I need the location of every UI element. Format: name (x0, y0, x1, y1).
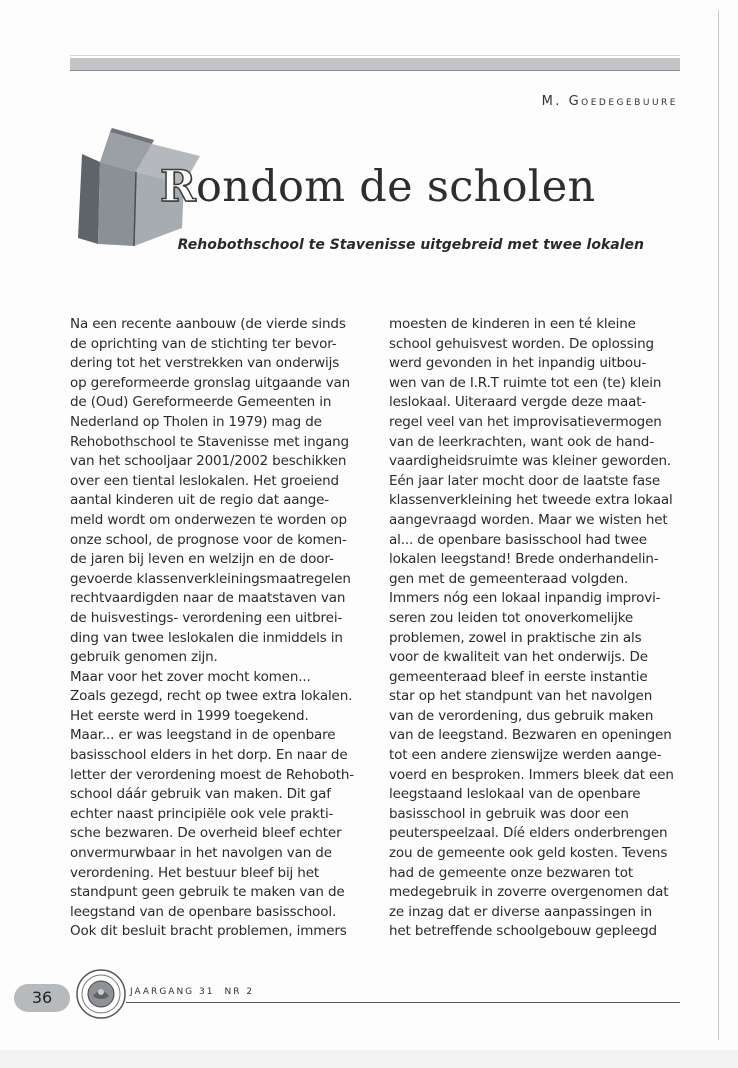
body-text-line: meld wordt om onderwezen te worden op (70, 511, 347, 528)
body-text-line: moesten de kinderen in een té kleine (389, 316, 636, 332)
body-text-line: Immers nóg een lokaal inpandig improvi- (389, 590, 661, 607)
page-number: 36 (31, 988, 53, 1007)
body-text-line: Maar... er was leegstand in de openbare (70, 727, 336, 744)
footer-rule (126, 1002, 680, 1003)
body-text-line: de huisvestings- verordening een uitbrei- (70, 609, 343, 626)
body-text-line: over een tiental leslokalen. Het groeiend (70, 472, 339, 489)
body-text-line: klassenverkleining het tweede extra lokaal (389, 492, 673, 509)
body-text-line: de oprichting van de stichting ter bevor- (70, 335, 337, 352)
body-text-line: Ook dit besluit bracht problemen, immers (70, 923, 347, 940)
body-text-line: standpunt geen gebruik te maken van de (70, 884, 345, 901)
body-text-line: letter der verordening moest de Rehoboth- (70, 766, 355, 783)
body-text-line: zou de gemeente ook geld kosten. Tevens (389, 845, 668, 862)
body-text-line: regel veel van het improvisatievermogen (389, 413, 662, 430)
body-text-line: van de leerkrachten, want ook de hand- (389, 433, 654, 450)
body-text-line: problemen, zowel in praktische zin als (389, 629, 642, 646)
body-text-line: aantal kinderen uit de regio dat aange- (70, 492, 330, 509)
body-text-line: Na een recente aanbouw (de vierde sinds (70, 316, 346, 332)
body-text-line: basisschool elders in het dorp. En naar de (70, 747, 348, 764)
body-text-line: al... de openbare basisschool had twee (389, 531, 647, 548)
body-text-line: gemeenteraad bleef in eerste instantie (389, 668, 648, 685)
body-text-line: onze school, de prognose voor de komen- (70, 531, 347, 548)
body-text-line: verordening. Het bestuur bleef bij het (70, 864, 320, 881)
body-text-line: leslokaal. Uiteraard vergde deze maat- (389, 394, 647, 411)
body-text-line: voor de kwaliteit van het onderwijs. De (389, 649, 648, 666)
body-text-line: het betreffende schoolgebouw gepleegd (389, 923, 657, 940)
text-column-right (389, 315, 689, 942)
body-text-line: tot een andere zienswijze werden aange- (389, 747, 662, 764)
body-text-line: star op het standpunt van het navolgen (389, 688, 653, 705)
article-title (160, 162, 596, 212)
body-text-line: school gehuisvest worden. De oplossing (389, 335, 654, 352)
header-band (70, 58, 680, 70)
body-text-line: Rehobothschool te Stavenisse met ingang (70, 433, 349, 450)
body-text-line: aangevraagd worden. Maar we wisten het (389, 511, 668, 528)
author-name (542, 94, 678, 109)
body-text-line: de jaren bij leven en welzijn en de door- (70, 551, 334, 568)
body-text-line: vaardigheidsruimte was kleiner geworden. (389, 453, 672, 470)
body-text-line: van de leegstand. Bezwaren en openingen (389, 727, 672, 744)
footer-issue: NR 2 (224, 987, 255, 997)
body-text-line: gevoerde klassenverkleiningsmaatregelen (70, 570, 351, 587)
body-text-line: school dáár gebruik van maken. Dit gaf (70, 786, 331, 803)
body-text-line: gebruik genomen zijn. (70, 649, 218, 666)
body-text-line: sche bezwaren. De overheid bleef echter (70, 825, 342, 842)
body-text-line: voerd en besproken. Immers bleek dat een (389, 766, 674, 783)
body-text-line: wen van de I.R.T ruimte tot een (te) klein (389, 374, 662, 391)
body-text-line: op gereformeerde gronslag uitgaande van (70, 374, 351, 391)
body-text-line: leegstand van de openbare basisschool. (70, 903, 337, 920)
body-text-line: van de verordening, dus gebruik maken (389, 707, 654, 724)
body-text-line: Maar voor het zover mocht komen... (70, 668, 311, 685)
body-text-line: seren zou leiden tot onoverkomelijke (389, 609, 634, 626)
body-text-line: peuterspeelzaal. Díé elders onderbrengen (389, 825, 668, 842)
article-subtitle: Rehobothschool te Stavenisse uitgebreid met twee lokalen (177, 237, 644, 253)
footer-issue-info (130, 987, 264, 997)
text-column-left (70, 315, 370, 942)
body-text-line: ding van twee leslokalen die inmiddels in (70, 629, 343, 646)
body-text-line: Eén jaar later mocht door de laatste fase (389, 472, 661, 489)
body-text-line: dering tot het verstrekken van onderwijs (70, 355, 340, 372)
scan-bottom-strip (0, 1050, 738, 1068)
footer-volume: JAARGANG 31 (130, 987, 215, 997)
title-initial: R (160, 162, 197, 212)
title-rest: ondom de scholen (196, 162, 596, 212)
body-text-line: gen met de gemeenteraad volgden. (389, 570, 629, 587)
body-text-line: Het eerste werd in 1999 toegekend. (70, 707, 309, 724)
page-edge-rule (718, 10, 719, 1040)
body-text-line: echter naast principiële ook vele prakti- (70, 805, 334, 822)
body-text-line: ze inzag dat er diverse aanpassingen in (389, 903, 653, 920)
author-text: M. Goedegebuure (541, 94, 678, 109)
body-text-line: onvermurwbaar in het navolgen van de (70, 845, 332, 862)
body-text-line: basisschool in gebruik was door een (389, 805, 629, 822)
body-text-line: rechtvaardigden naar de maatstaven van (70, 590, 346, 607)
body-text-line: leegstaand leslokaal van de openbare (389, 786, 641, 803)
body-text-line: de (Oud) Gereformeerde Gemeenten in (70, 394, 332, 411)
body-text-line: medegebruik in zoverre overgenomen dat (389, 884, 669, 901)
journal-seal-logo (75, 968, 127, 1020)
page-number-tab (14, 984, 70, 1012)
body-text-line: had de gemeente onze bezwaren tot (389, 864, 634, 881)
body-text-line: Zoals gezegd, recht op twee extra lokalen. (70, 688, 353, 705)
body-text-line: Nederland op Tholen in 1979) mag de (70, 413, 322, 430)
body-text-line: van het schooljaar 2001/2002 beschikken (70, 453, 347, 470)
body-text-line: lokalen leegstand! Brede onderhandelin- (389, 551, 659, 568)
body-text-line: werd gevonden in het inpandig uitbou- (389, 355, 647, 372)
